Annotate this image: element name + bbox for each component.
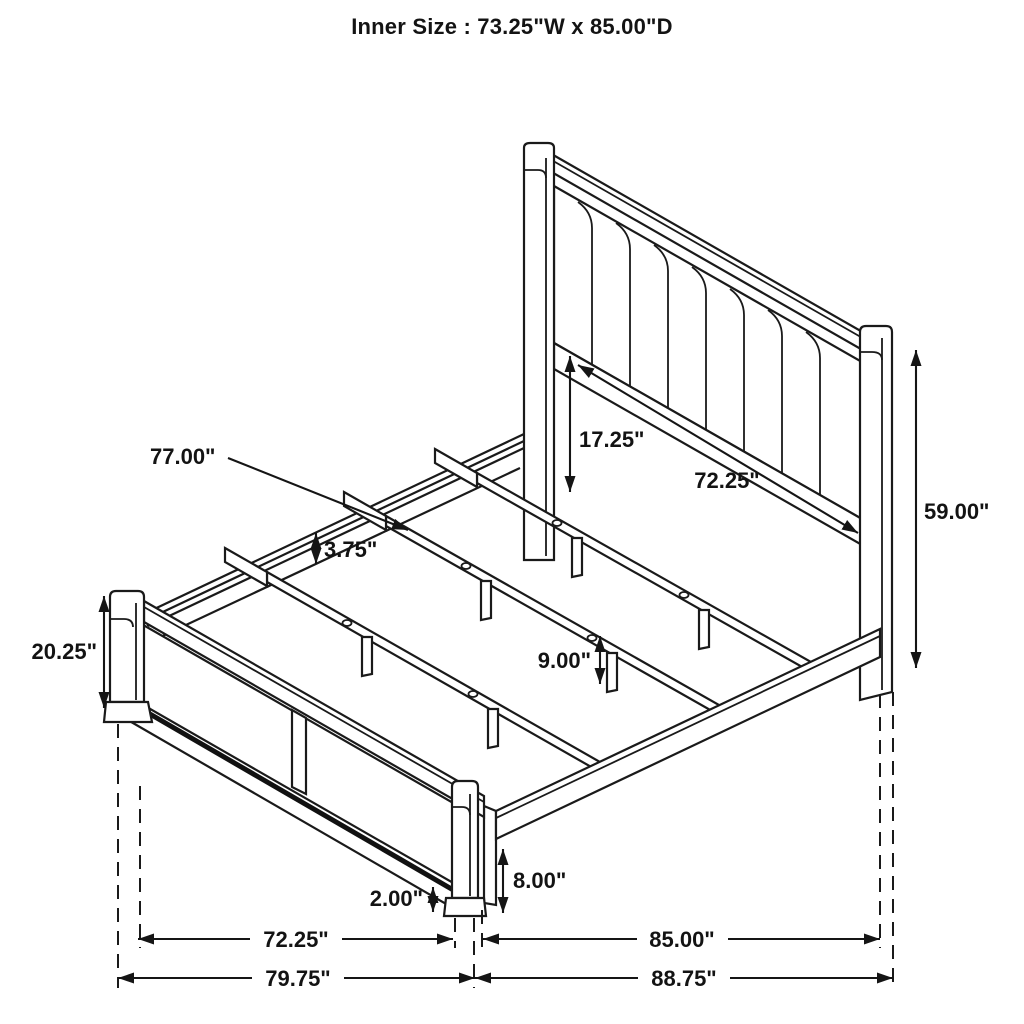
dim-label-headboard-height: 59.00" bbox=[924, 499, 990, 524]
dim-label-footboard-inner-width: 72.25" bbox=[263, 927, 329, 952]
dim-label-footboard-height: 20.25" bbox=[31, 639, 97, 664]
near-side-rail-end bbox=[484, 806, 496, 905]
dim-label-inner-depth: 85.00" bbox=[649, 927, 715, 952]
dim-label-rail-ledge-drop: 3.75" bbox=[324, 537, 378, 562]
footboard-left-post bbox=[110, 591, 144, 702]
footboard-center-stile bbox=[292, 710, 306, 794]
footboard-right-foot bbox=[444, 898, 486, 916]
dim-label-rail-floor-clearance: 8.00" bbox=[513, 868, 567, 893]
dim-label-panel-to-rail-height: 17.25" bbox=[579, 427, 645, 452]
footboard bbox=[104, 591, 486, 916]
dim-label-support-rail-length: 77.00" bbox=[150, 444, 216, 469]
dim-label-slat-leg-height: 9.00" bbox=[537, 648, 591, 673]
footboard-right-post bbox=[452, 781, 478, 898]
dim-label-footboard-floor-clearance: 2.00" bbox=[369, 886, 423, 911]
dim-label-overall-width: 79.75" bbox=[265, 966, 331, 991]
dim-label-headboard-inner-width: 72.25" bbox=[694, 468, 760, 493]
dim-label-overall-depth: 88.75" bbox=[651, 966, 717, 991]
footboard-left-foot bbox=[104, 702, 152, 722]
page-title: Inner Size : 73.25"W x 85.00"D bbox=[351, 14, 673, 39]
headboard-left-post bbox=[524, 143, 554, 560]
